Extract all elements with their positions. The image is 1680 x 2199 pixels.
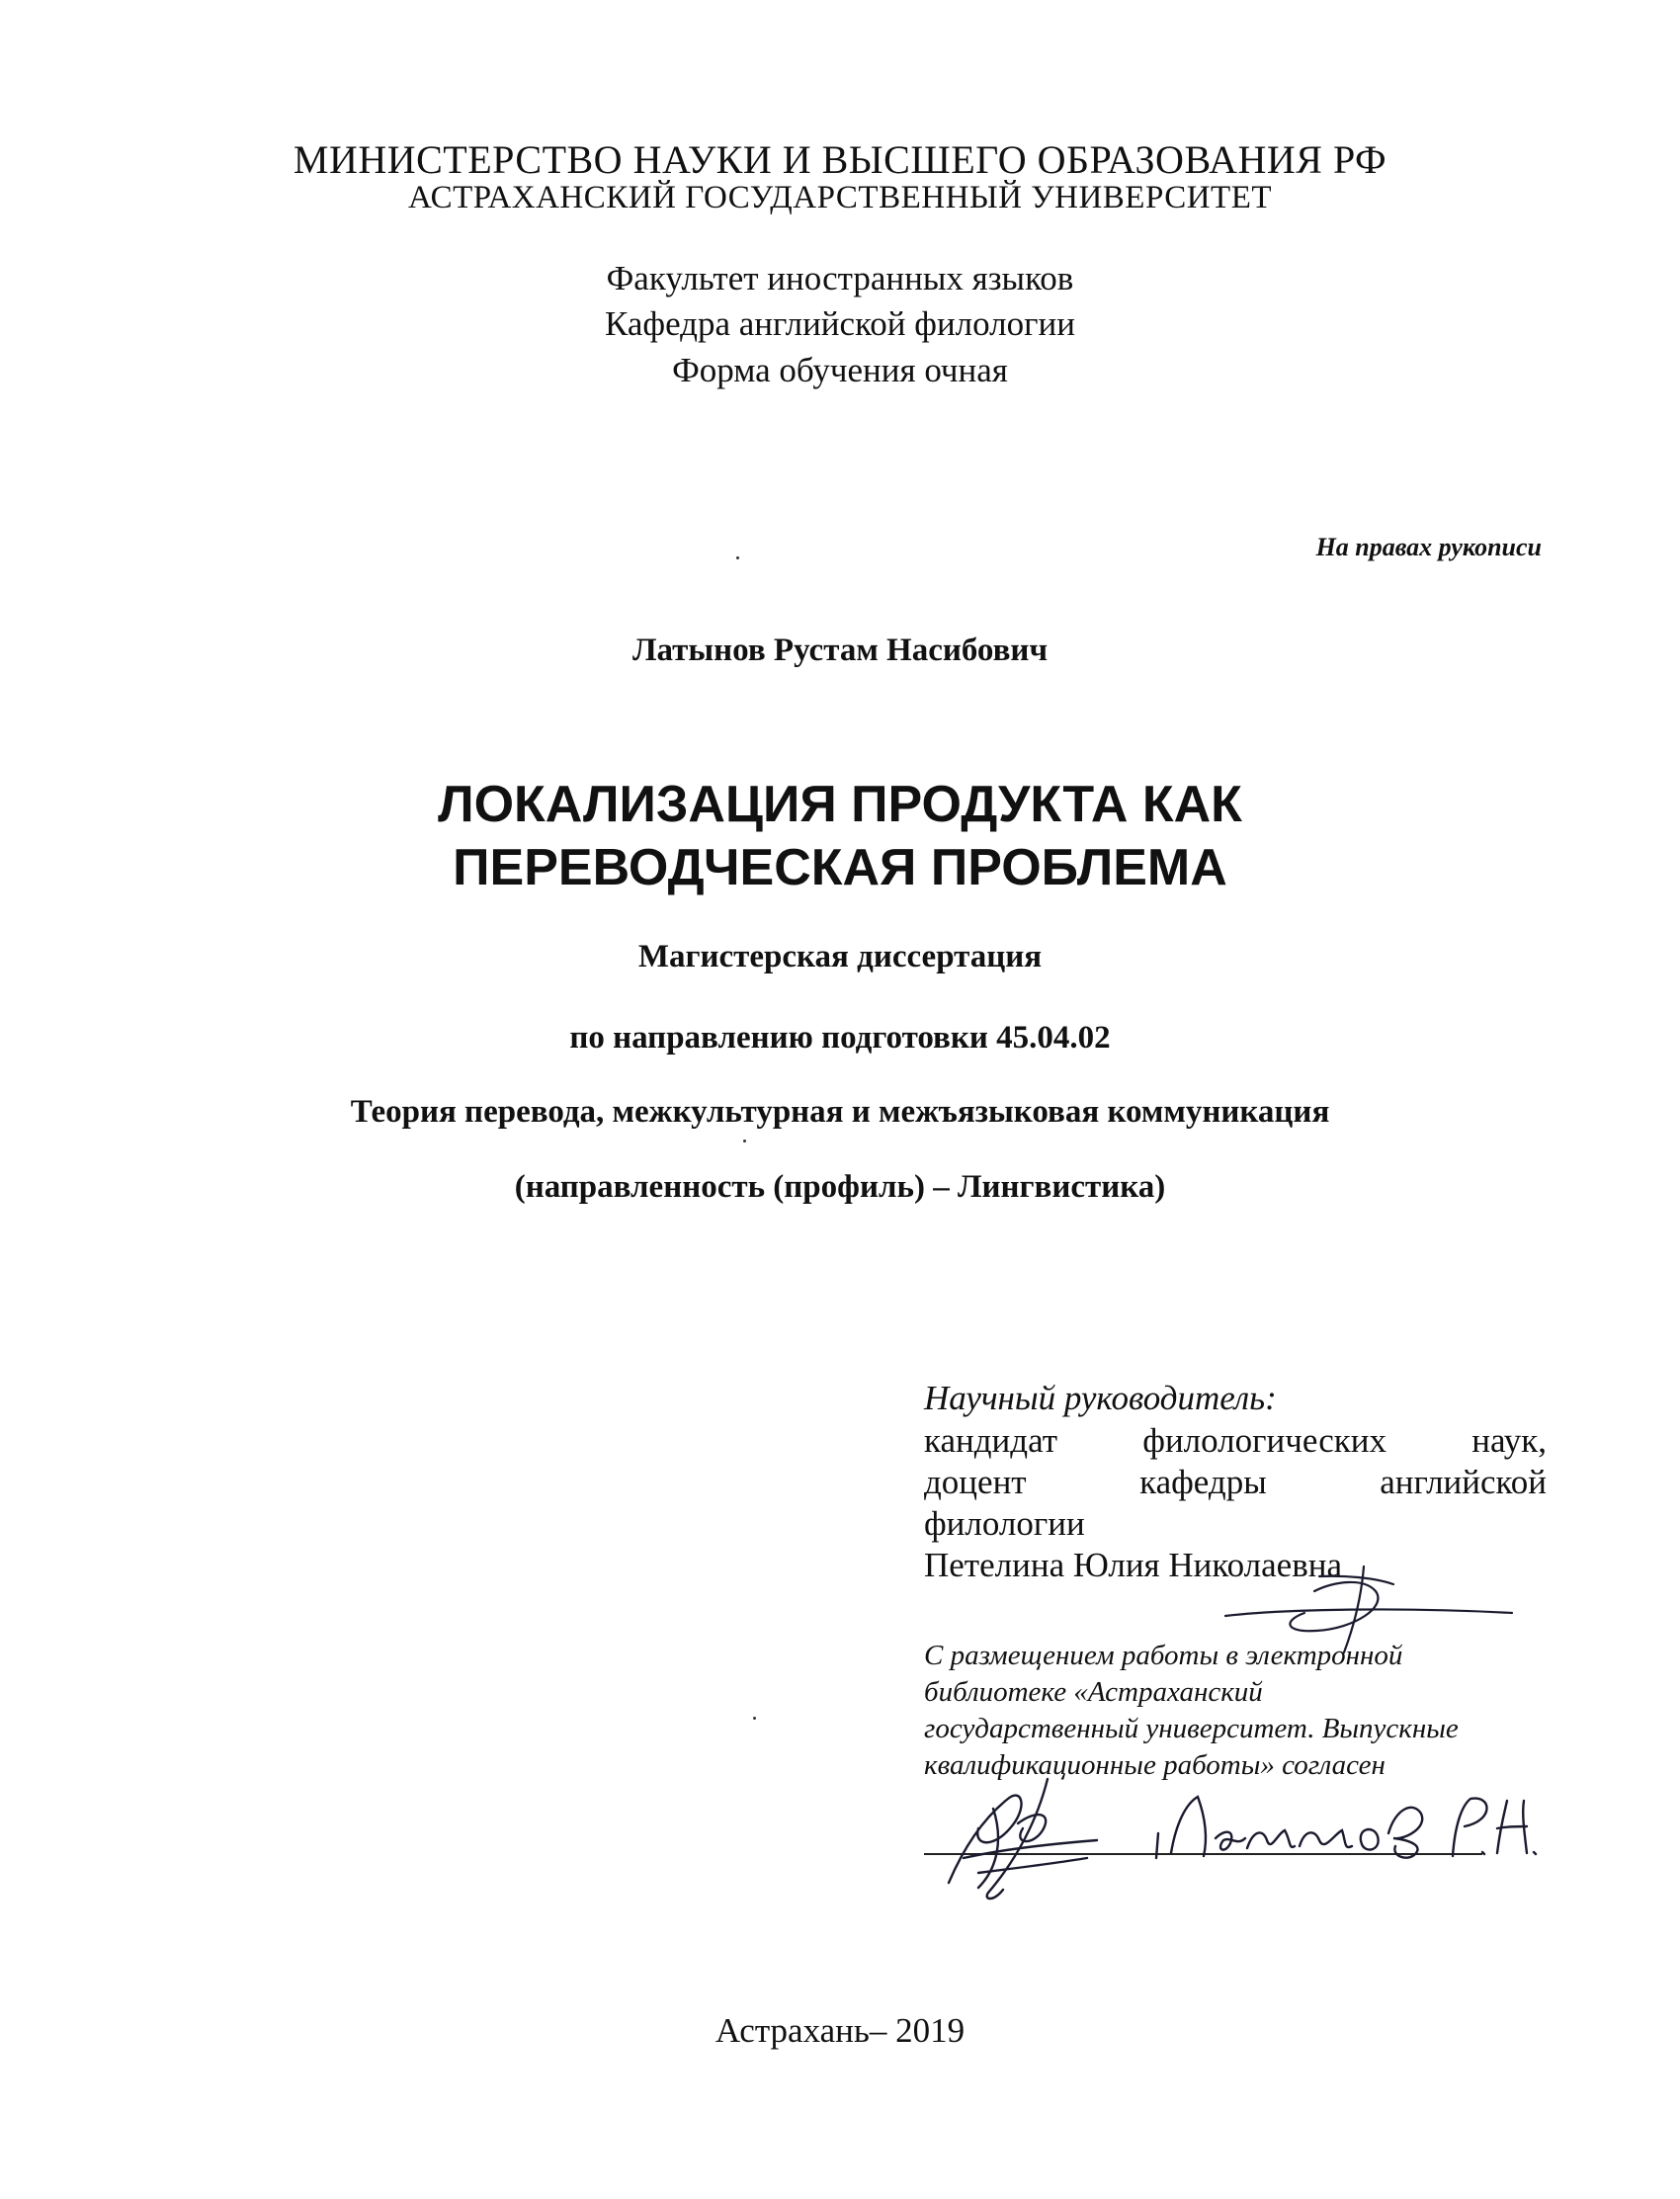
consent-line-3: государственный университет. Выпускные xyxy=(924,1713,1459,1744)
program-name: Теория перевода, межкультурная и межъязыковая коммуникация xyxy=(350,1094,1330,1130)
signature-line xyxy=(924,1853,1482,1855)
author-signature-initials xyxy=(949,1779,1097,1899)
author-name: Латынов Рустам Насибович xyxy=(631,633,1049,668)
university-name: АСТРАХАНСКИЙ ГОСУДАРСТВЕННЫЙ УНИВЕРСИТЕТ xyxy=(407,180,1273,215)
consent-statement xyxy=(924,1638,1547,1784)
supervisor-degree: кандидат филологических наук, xyxy=(924,1421,1547,1460)
study-form: Форма обучения очная xyxy=(672,351,1008,389)
supervisor-position: доцент кафедры английской xyxy=(924,1463,1547,1501)
consent-line-4: квалификационные работы» согласен xyxy=(924,1749,1386,1781)
program-profile: (направленность (профиль) – Лингвистика) xyxy=(514,1169,1166,1205)
thesis-title xyxy=(0,773,1680,899)
thesis-title-line-1: ЛОКАЛИЗАЦИЯ ПРОДУКТА КАК xyxy=(438,776,1242,833)
consent-line-2: библиотеке «Астраханский xyxy=(924,1676,1263,1708)
scan-speck xyxy=(753,1717,756,1720)
ministry-name: МИНИСТЕРСТВО НАУКИ И ВЫСШЕГО ОБРАЗОВАНИЯ РФ xyxy=(293,137,1387,182)
supervisor-position-cont: филологии xyxy=(924,1504,1085,1543)
training-direction: по направлению подготовки 45.04.02 xyxy=(569,1020,1111,1056)
work-type: Магистерская диссертация xyxy=(637,939,1043,974)
supervisor-label: Научный руководитель: xyxy=(924,1379,1277,1417)
supervisor-name: Петелина Юлия Николаевна xyxy=(924,1546,1343,1584)
department-name: Кафедра английской филологии xyxy=(605,304,1075,343)
supervisor-block xyxy=(924,1377,1547,1586)
scan-speck xyxy=(736,556,739,559)
consent-line-1: С размещением работы в электронной xyxy=(924,1640,1403,1671)
author-signature-surname xyxy=(1156,1797,1536,1858)
thesis-title-line-2: ПЕРЕВОДЧЕСКАЯ ПРОБЛЕМА xyxy=(453,839,1227,896)
scan-speck xyxy=(743,1140,746,1142)
faculty-name: Факультет иностранных языков xyxy=(606,259,1074,297)
manuscript-note: На правах рукописи xyxy=(1315,533,1542,561)
city-year: Астрахань– 2019 xyxy=(714,2011,966,2050)
